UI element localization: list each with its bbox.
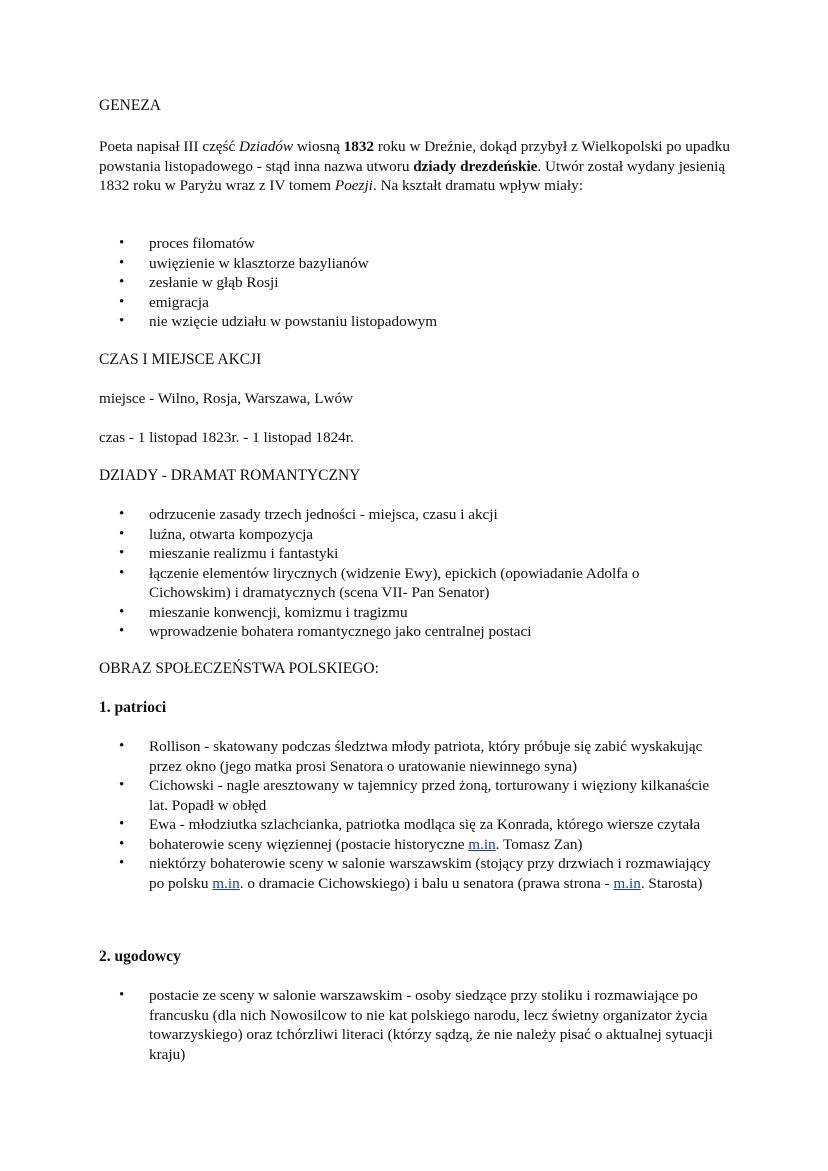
geneza-list xyxy=(99,234,739,332)
list-item: • Ewa - młodziutka szlachcianka, patriotka modląca się za Konrada, którego wiersze czytała xyxy=(99,815,711,835)
list-item: • niektórzy bohaterowie sceny w salonie warszawskim (stojący przy drzwiach i rozmawiający po polsku m.in. o dramacie Cichowskiego) i balu u senatora (prawa strona - m.in. Starosta) xyxy=(99,854,711,893)
heading-obraz: OBRAZ SPOŁECZEŃSTWA POLSKIEGO: xyxy=(99,660,379,677)
min-link[interactable]: m.in xyxy=(613,874,641,892)
dramat-list xyxy=(99,505,709,642)
geneza-paragraph: Poeta napisał III część Dziadów wiosną 1832 roku w Dreźnie, dokąd przybył z Wielkopolski po upadku powstania listopadowego - stąd inna nazwa utworu dziady drezdeńskie. Utwór został wydany jesienią 1832 roku w Paryżu wraz z IV tomem Poezji. Na kształt dramatu wpływ miały: xyxy=(99,138,730,194)
heading-ugodowcy: 2. ugodowcy xyxy=(99,948,181,965)
list-item: • uwięzienie w klasztorze bazylianów xyxy=(99,254,739,274)
heading-dramat: DZIADY - DRAMAT ROMANTYCZNY xyxy=(99,467,361,484)
heading-geneza: GENEZA xyxy=(99,97,161,114)
list-item: • Rollison - skatowany podczas śledztwa młody patriota, który próbuje się zabić wyskakując przez okno (jego matka prosi Senatora o uratowanie niewinnego syna) xyxy=(99,737,711,776)
list-item: • postacie ze sceny w salonie warszawskim - osoby siedzące przy stoliku i rozmawiające po francusku (dla nich Nowosilcow to nie kat polskiego narodu, lecz świetny organizator życia towarzyskiego) oraz tchórzliwi literaci (którzy sądzą, że nie należy pisać o aktualnej sytuacji kraju) xyxy=(99,986,731,1064)
czas-text: czas - 1 listopad 1823r. - 1 listopad 1824r. xyxy=(99,429,354,446)
miejsce-text: miejsce - Wilno, Rosja, Warszawa, Lwów xyxy=(99,390,354,407)
list-item: • emigracja xyxy=(99,293,739,313)
list-item: • nie wzięcie udziału w powstaniu listopadowym xyxy=(99,312,739,332)
list-item: • proces filomatów xyxy=(99,234,739,254)
list-item: • bohaterowie sceny więziennej (postacie historyczne m.in. Tomasz Zan) xyxy=(99,835,711,855)
heading-czas-miejsce: CZAS I MIEJSCE AKCJI xyxy=(99,351,262,368)
ugodowcy-list xyxy=(99,986,731,1064)
heading-patrioci: 1. patrioci xyxy=(99,699,167,716)
min-link[interactable]: m.in xyxy=(212,874,240,892)
list-item: • łączenie elementów lirycznych (widzenie Ewy), epickich (opowiadanie Adolfa o Cichowskim) i dramatycznych (scena VII- Pan Senator) xyxy=(99,564,709,603)
list-item: • luźna, otwarta kompozycja xyxy=(99,525,709,545)
list-item: • wprowadzenie bohatera romantycznego jako centralnej postaci xyxy=(99,622,709,642)
min-link[interactable]: m.in xyxy=(468,835,496,853)
list-item: • mieszanie konwencji, komizmu i tragizmu xyxy=(99,603,709,623)
list-item: • zesłanie w głąb Rosji xyxy=(99,273,739,293)
patrioci-list xyxy=(99,737,711,893)
list-item: • mieszanie realizmu i fantastyki xyxy=(99,544,709,564)
list-item: • Cichowski - nagle aresztowany w tajemnicy przed żoną, torturowany i więziony kilkanaście lat. Popadł w obłęd xyxy=(99,776,711,815)
list-item: • odrzucenie zasady trzech jedności - miejsca, czasu i akcji xyxy=(99,505,709,525)
